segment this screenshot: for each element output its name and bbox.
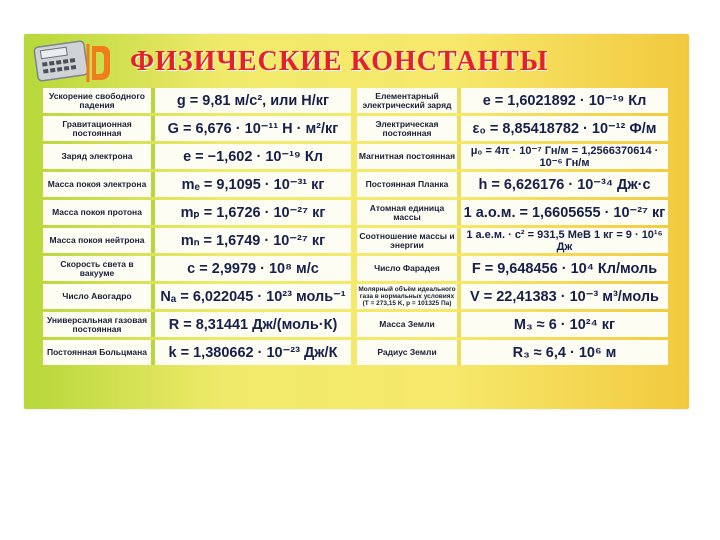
table-row [43,172,351,197]
constant-name: Универсальная газовая постоянная [43,312,155,337]
right-constants-table [357,85,668,368]
constant-name: Радиус Земли [357,340,461,365]
constant-value: R₃ ≈ 6,4 · 10⁶ м [461,340,668,365]
table-row [357,312,668,337]
poster [24,34,689,409]
table-row [43,88,351,113]
table-row [357,144,668,169]
constant-value: e = 1,6021892 · 10⁻¹⁹ Кл [461,88,668,113]
constant-name: Елементарный электрический заряд [357,88,461,113]
calculator-icon [30,40,112,84]
table-row [43,116,351,141]
table-row [357,284,668,309]
constant-name: Постоянная Планка [357,172,461,197]
constant-value: mₚ = 1,6726 · 10⁻²⁷ кг [155,200,351,225]
constant-value: M₃ ≈ 6 · 10²⁴ кг [461,312,668,337]
constant-value: mₑ = 9,1095 · 10⁻³¹ кг [155,172,351,197]
constant-value: e = −1,602 · 10⁻¹⁹ Кл [155,144,351,169]
constant-value: V = 22,41383 · 10⁻³ м³/моль [461,284,668,309]
constant-name: Электрическая постоянная [357,116,461,141]
constant-name: Скорость света в вакууме [43,256,155,281]
table-row [357,228,668,253]
table-row [43,200,351,225]
table-row [357,340,668,365]
constant-value: h = 6,626176 · 10⁻³⁴ Дж·с [461,172,668,197]
constant-value: 1 а.о.м. = 1,6605655 · 10⁻²⁷ кг [461,200,668,225]
table-row [43,340,351,365]
constant-name: Магнитная постоянная [357,144,461,169]
constant-name: Число Фарадея [357,256,461,281]
constant-value: 1 а.е.м. · с² = 931,5 МеВ 1 кг = 9 · 10¹⁶ Дж [461,228,668,253]
constant-name: Масса покоя протона [43,200,155,225]
table-row [43,284,351,309]
constant-value: Nₐ = 6,022045 · 10²³ моль⁻¹ [155,284,351,309]
constant-value: c = 2,9979 · 10⁸ м/с [155,256,351,281]
constant-value: ε₀ = 8,85418782 · 10⁻¹² Ф/м [461,116,668,141]
constant-name: Постоянная Больцмана [43,340,155,365]
page-title: ФИЗИЧЕСКИЕ КОНСТАНТЫ [130,46,549,77]
constant-name: Масса покоя электрона [43,172,155,197]
table-row [43,312,351,337]
constant-name: Ускорение свободного падения [43,88,155,113]
constant-value: R = 8,31441 Дж/(моль·К) [155,312,351,337]
constant-name: Масса покоя нейтрона [43,228,155,253]
constant-value: G = 6,676 · 10⁻¹¹ Н · м²/кг [155,116,351,141]
table-row [43,256,351,281]
constant-value: k = 1,380662 · 10⁻²³ Дж/К [155,340,351,365]
left-constants-table [43,85,351,368]
constant-name: Число Авогадро [43,284,155,309]
table-row [357,88,668,113]
constant-value: g = 9,81 м/с², или Н/кг [155,88,351,113]
constant-name: Атомная единица массы [357,200,461,225]
constant-value: μ₀ = 4π · 10⁻⁷ Гн/м = 1,2566370614 · 10⁻⁶ Гн/м [461,144,668,169]
constant-name: Масса Земли [357,312,461,337]
table-row [357,256,668,281]
table-row [357,172,668,197]
constant-name: Гравитационная постоянная [43,116,155,141]
constant-value: mₙ = 1,6749 · 10⁻²⁷ кг [155,228,351,253]
constant-name: Молярный объём идеального газа в нормальных условиях (T = 273,15 K, p = 101325 Па) [357,284,461,309]
constant-name: Соотношение массы и энергии [357,228,461,253]
table-row [43,228,351,253]
table-row [357,200,668,225]
constant-value: F = 9,648456 · 10⁴ Кл/моль [461,256,668,281]
table-row [43,144,351,169]
constant-name: Заряд электрона [43,144,155,169]
table-row [357,116,668,141]
